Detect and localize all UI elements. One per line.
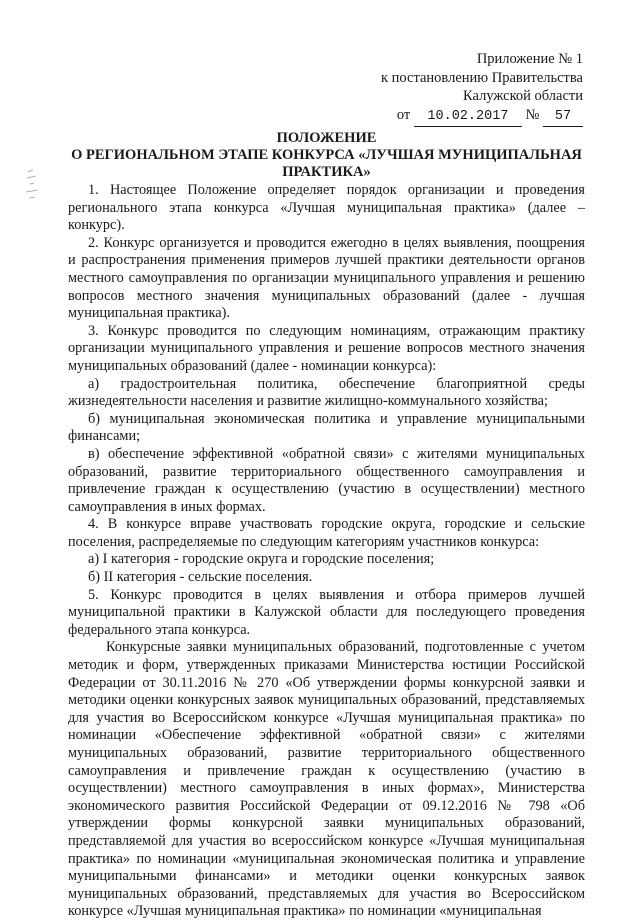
paragraph-1: 1. Настоящее Положение определяет порядок организации и проведения регионального этапа конкурса «Лучшая муниципальная практика» (далее – конкурс). xyxy=(68,182,585,234)
title-line-3: ПРАКТИКА» xyxy=(282,164,371,180)
paragraph-2: 2. Конкурс организуется и проводится ежегодно в целях выявления, поощрения и распространения применения примеров лучшей практики деятельности органов местного самоуправления по организации муниципального управления и решению вопросов местного значения муниципальных образований (далее - лучшая муниципальная практика). xyxy=(68,234,585,322)
appendix-date-line xyxy=(323,106,583,128)
paragraph-4a: а) I категория - городские округа и городские поселения; xyxy=(88,551,435,568)
appendix-region: Калужской области xyxy=(463,88,583,104)
paragraph-3a: а) градостроительная политика, обеспечение благоприятной среды жизнедеятельности населения и развитие жилищно-коммунального хозяйства; xyxy=(68,375,585,410)
title-line-1: ПОЛОЖЕНИЕ xyxy=(276,130,377,146)
document-body xyxy=(68,182,585,921)
document-title xyxy=(68,130,585,181)
from-label: от xyxy=(396,106,411,123)
appendix-header xyxy=(323,50,583,127)
paragraph-3b: б) муниципальная экономическая политика и управление муниципальными финансами; xyxy=(68,410,585,445)
paragraph-6: Конкурсные заявки муниципальных образований, подготовленные с учетом методик и форм, утвержденных приказами Министерства юстиции Российской Федерации от 30.11.2016 № 270 «Об утверждении формы конкурсной заявки и методики оценки конкурсных заявок муниципальных образований, представляемых для участия во Всероссийском конкурсе «Лучшая муниципальная практика» по номинации «Обеспечение эффективной «обратной связи» с жителями муниципальных образований, развитие территориального общественного самоуправления и привлечение граждан к осуществлению (участию в осуществлении) местного самоуправления в иных формах», Министерства экономического развития Российской Федерации от 09.12.2016 № 798 «Об утверждении формы конкурсной заявки муниципальных образований, представляемой для участия во всероссийском конкурсе «Лучшая муниципальная практика» по номинации «муниципальная экономическая политика и управление муниципальными финансами» и методики оценки конкурсных заявок муниципальных образований, представляемых для участия во Всероссийском конкурсе «Лучшая муниципальная практика» по номинации «муниципальная xyxy=(68,639,585,920)
appendix-number: Приложение № 1 xyxy=(476,51,583,67)
resolution-number: 57 xyxy=(543,108,583,128)
paragraph-4b: б) II категория - сельские поселения. xyxy=(88,569,313,586)
paragraph-3c: в) обеспечение эффективной «обратной связи» с жителями муниципальных образований, развитие территориального общественного самоуправления и привлечение граждан к осуществлению (участию в осуществлении) местного самоуправления в иных формах. xyxy=(68,445,585,515)
paragraph-5: 5. Конкурс проводится в целях выявления и отбора примеров лучшей муниципальной практики в Калужской области для последующего проведения федерального этапа конкурса. xyxy=(68,586,585,638)
number-label: № xyxy=(525,106,540,123)
paragraph-4: 4. В конкурсе вправе участвовать городские округа, городские и сельские поселения, распределяемые по следующим категориям участников конкурса: xyxy=(68,516,585,550)
margin-mark xyxy=(24,166,46,206)
title-line-2: О РЕГИОНАЛЬНОМ ЭТАПЕ КОНКУРСА «ЛУЧШАЯ МУНИЦИПАЛЬНАЯ xyxy=(71,147,582,163)
resolution-date: 10.02.2017 xyxy=(414,108,522,128)
paragraph-3: 3. Конкурс проводится по следующим номинациям, отражающим практику организации муниципального управления и решение вопросов местного значения муниципальных образований (далее - номинации конкурса): xyxy=(68,322,585,374)
appendix-resolution: к постановлению Правительства xyxy=(381,69,583,86)
